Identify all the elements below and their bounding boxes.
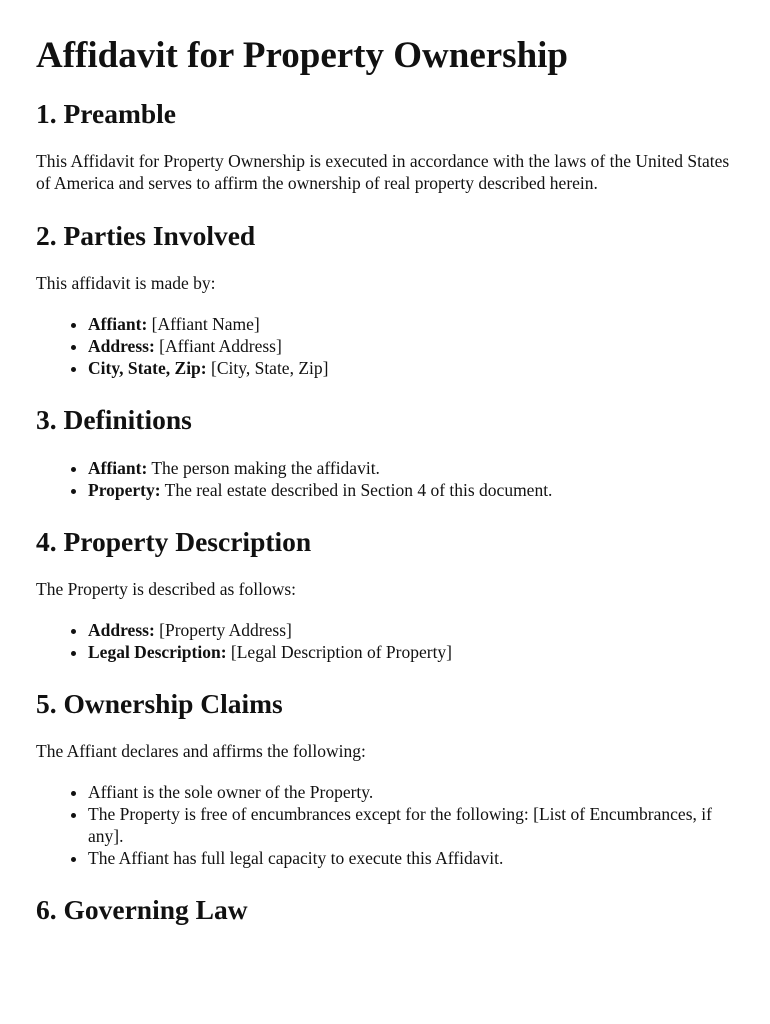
list-item-label: Property: bbox=[88, 480, 161, 500]
section-heading-property-description: 4. Property Description bbox=[36, 526, 312, 557]
list-item-label: Affiant: bbox=[88, 314, 148, 334]
list-item bbox=[88, 479, 736, 501]
ownership-intro-paragraph: The Affiant declares and affirms the following: bbox=[36, 741, 366, 761]
list-item-label: City, State, Zip: bbox=[88, 358, 207, 378]
list-item bbox=[88, 641, 736, 663]
list-item-label: Affiant: bbox=[88, 458, 148, 478]
list-item-value: [Property Address] bbox=[159, 620, 292, 640]
list-item-value: [Affiant Address] bbox=[159, 336, 282, 356]
document-title: Affidavit for Property Ownership bbox=[36, 35, 569, 76]
list-item bbox=[88, 619, 736, 641]
section-heading-ownership-claims: 5. Ownership Claims bbox=[36, 688, 283, 719]
parties-list bbox=[36, 313, 736, 379]
list-item-value: [Affiant Name] bbox=[151, 314, 260, 334]
section-heading-governing-law: 6. Governing Law bbox=[36, 894, 248, 925]
list-item bbox=[88, 313, 736, 335]
list-item: • The Property is free of encumbrances except for the following: [List of Encumbrances, if any]. bbox=[88, 803, 736, 847]
list-item bbox=[88, 335, 736, 357]
list-item: • Affiant is the sole owner of the Property. bbox=[88, 781, 736, 803]
ownership-list bbox=[36, 781, 736, 869]
list-item-value: [City, State, Zip] bbox=[211, 358, 329, 378]
property-list bbox=[36, 619, 736, 663]
list-item-value: [Legal Description of Property] bbox=[230, 642, 453, 662]
list-item-value: The person making the affidavit. bbox=[151, 458, 380, 478]
list-item bbox=[88, 457, 736, 479]
list-item-label: Address: bbox=[88, 620, 155, 640]
document-page bbox=[36, 0, 736, 926]
property-intro-paragraph: The Property is described as follows: bbox=[36, 579, 297, 599]
section-heading-definitions: 3. Definitions bbox=[36, 404, 192, 435]
section-heading-parties: 2. Parties Involved bbox=[36, 220, 256, 251]
preamble-paragraph: This Affidavit for Property Ownership is executed in accordance with the laws of the United States of America and serves to affirm the ownership of real property described herein. bbox=[36, 151, 730, 193]
list-item-value: The real estate described in Section 4 of this document. bbox=[164, 480, 553, 500]
list-item-label: Legal Description: bbox=[88, 642, 227, 662]
list-item: • The Affiant has full legal capacity to execute this Affidavit. bbox=[88, 847, 736, 869]
section-heading-preamble: 1. Preamble bbox=[36, 98, 177, 129]
definitions-list bbox=[36, 457, 736, 501]
parties-intro-paragraph: This affidavit is made by: bbox=[36, 273, 216, 293]
list-item bbox=[88, 357, 736, 379]
list-item-label: Address: bbox=[88, 336, 155, 356]
